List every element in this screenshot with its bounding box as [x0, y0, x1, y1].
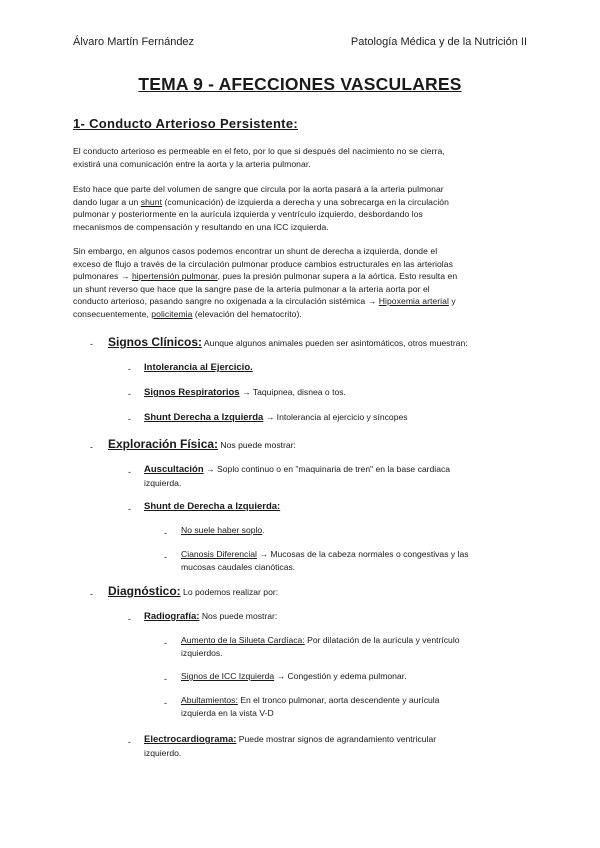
bullet-marker: - — [128, 389, 131, 399]
bullet-marker: - — [164, 638, 167, 648]
bullet-shunt-de-derecha: Shunt de Derecha a Izquierda: — [144, 501, 281, 512]
bullet-marker: - — [90, 442, 93, 452]
paragraph-2 — [73, 183, 529, 233]
header-course: Patología Médica y de la Nutrición II — [350, 36, 527, 48]
bullet-marker: - — [164, 528, 167, 538]
bullet-no-soplo: No suele haber soplo. — [181, 525, 265, 535]
header-author: Álvaro Martín Fernández — [73, 36, 195, 48]
paragraph-line: un shunt reverso que hace que la sangre pase de la arteria pulmonar a la arteria aorta por el — [73, 283, 430, 294]
bullet-electrocardiograma: Electrocardiograma: Puede mostrar signos de agrandamiento ventricular izquierdo. — [144, 734, 437, 758]
paragraph-line: consecuentemente, policitemia (elevación del hematocrito). — [73, 308, 302, 319]
bullet-marker: - — [128, 364, 131, 374]
section-heading: 1- Conducto Arterioso Persistente: — [73, 116, 298, 131]
page-title: TEMA 9 - AFECCIONES VASCULARES — [138, 74, 462, 94]
bullet-signos-respiratorios: Signos Respiratorios → Taquipnea, disnea o tos. — [144, 387, 346, 398]
paragraph-line: exceso de flujo a través de la circulación pulmonar produce cambios estructurales en las arteriolas — [73, 258, 453, 269]
bullet-signos-clinicos: Signos Clínicos: Aunque algunos animales pueden ser asintomáticos, otros muestran: — [108, 335, 468, 349]
bullet-abultamientos: Abultamientos: En el tronco pulmonar, aorta descendente y aurícula izquierda en la vista V-D — [181, 695, 440, 718]
bullet-marker: - — [128, 737, 131, 747]
bullet-auscultacion: Auscultación → Soplo continuo o en "maquinaria de tren" en la base cardiaca izquierda. — [144, 464, 451, 488]
term-hipertension: hipertensión pulmonar — [131, 271, 218, 281]
bullet-exploracion: Exploración Física: Nos puede mostrar: — [108, 437, 296, 451]
bullet-intolerancia: Intolerancia al Ejercicio. — [144, 362, 253, 373]
signos-heading: Signos Clínicos: — [108, 335, 203, 349]
bullet-marker: - — [128, 467, 131, 477]
bullet-radiografia: Radiografía: Nos puede mostrar: — [144, 611, 278, 622]
paragraph-line: El conducto arterioso es permeable en el feto, por lo que si después del nacimiento no se cierra, — [73, 146, 445, 156]
paragraph-line: conducto arterioso, pasando sangre no oxigenada a la circulación sistémica → Hipoxemia arterial y — [73, 296, 456, 306]
paragraph-1 — [73, 145, 529, 170]
paragraph-line: pulmonares → hipertensión pulmonar, pues la presión pulmonar supera a la aórtica. Esto resulta en — [73, 271, 458, 281]
bullet-cianosis: Cianosis Diferencial → Mucosas de la cabeza normales o congestivas y las mucosas caudales cianóticas. — [181, 549, 469, 572]
bullet-marker: - — [164, 698, 167, 708]
bullet-marker: - — [90, 589, 93, 599]
paragraph-line: mecanismos de compensación y resultando en una ICC izquierda. — [73, 221, 329, 232]
paragraph-line: Sin embargo, en algunos casos podemos encontrar un shunt de derecha a izquierda, donde el — [73, 246, 438, 256]
term-shunt: shunt — [140, 196, 163, 207]
paragraph-line: dando lugar a un shunt (comunicación) de izquierda a derecha y una sobrecarga en la circulación — [73, 196, 449, 207]
bullet-aumento-silueta: Aumento de la Silueta Cardíaca: Por dilatación de la aurícula y ventrículo izquierdos. — [181, 635, 460, 658]
bullet-marker: - — [164, 552, 167, 562]
bullet-marker: - — [90, 339, 93, 349]
bullet-diagnostico: Diagnóstico: Lo podemos realizar por: — [108, 584, 279, 598]
bullet-shunt-derecha: Shunt Derecha a Izquierda → Intolerancia al ejercicio y síncopes — [144, 412, 408, 423]
paragraph-line: pulmonar y posteriormente en la aurícula izquierda y ventrículo izquierdo, desbordando los — [73, 209, 423, 219]
bullet-marker: - — [128, 504, 131, 514]
paragraph-line: Esto hace que parte del volumen de sangre que circula por la aorta pasará a la arteria pulmonar — [73, 184, 444, 194]
bullet-signos-icc: Signos de ICC Izquierda → Congestión y edema pulmonar. — [181, 671, 407, 681]
bullet-marker: - — [164, 674, 167, 684]
bullet-marker: - — [128, 614, 131, 624]
term-hipoxemia: Hipoxemia arterial — [378, 296, 449, 306]
paragraph-3 — [73, 245, 529, 320]
term-policitemia: policitemia — [151, 308, 193, 319]
paragraph-line: existirá una comunicación entre la aorta y la arteria pulmonar. — [73, 158, 311, 169]
bullet-marker: - — [128, 414, 131, 424]
